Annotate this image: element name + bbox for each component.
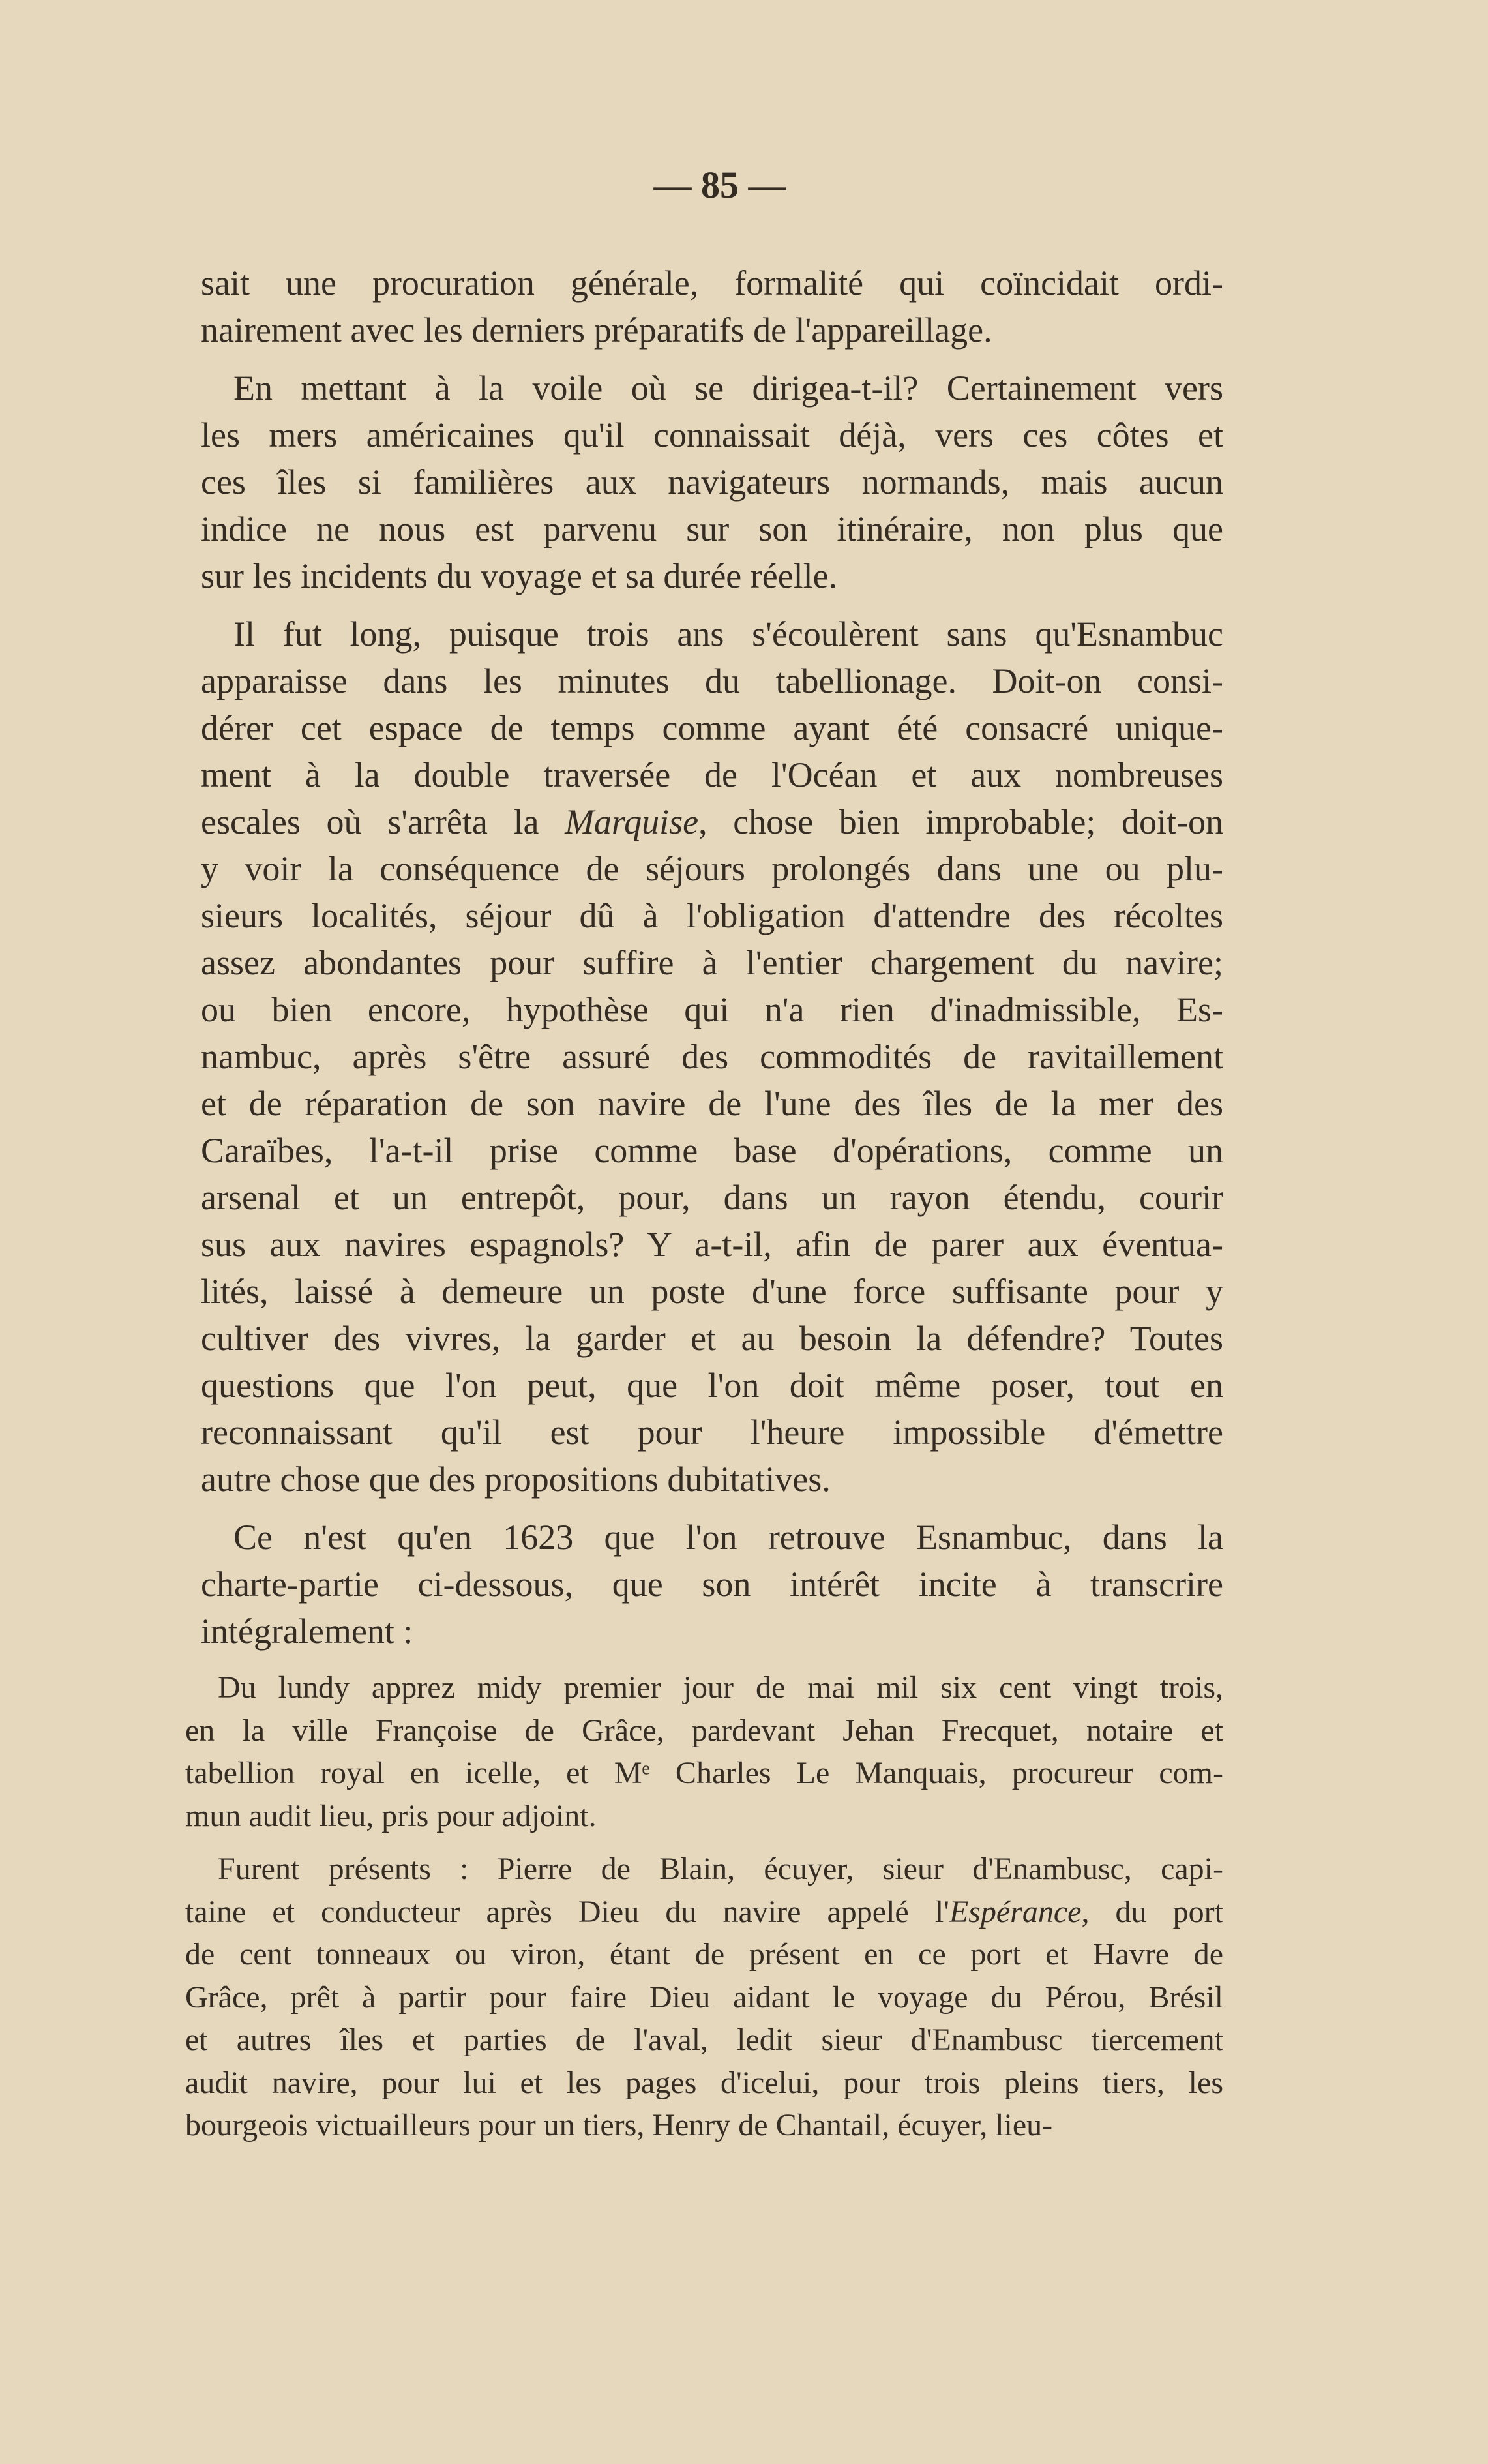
text-line: charte-partie ci-dessous, que son intérêt incite à transcrire: [201, 1565, 1223, 1604]
text-line: ment à la double traversée de l'Océan et aux nombreuses: [201, 755, 1223, 794]
text-line: de cent tonneaux ou viron, étant de présent en ce port et Havre de: [185, 1937, 1223, 1972]
text-line: ces îles si familières aux navigateurs normands, mais aucun: [201, 462, 1223, 502]
paragraph: [201, 1514, 1223, 1655]
text-line: tabellion royal en icelle, et Mᵉ Charles Le Manquais, procureur com-: [185, 1756, 1223, 1790]
text-line: et de réparation de son navire de l'une des îles de la mer des: [201, 1084, 1223, 1123]
text-line: Il fut long, puisque trois ans s'écoulèrent sans qu'Esnambuc: [233, 614, 1223, 654]
text-line: reconnaissant qu'il est pour l'heure impossible d'émettre: [201, 1413, 1223, 1452]
text-line: Ce n'est qu'en 1623 que l'on retrouve Esnambuc, dans la: [233, 1518, 1223, 1557]
text-line: taine et conducteur après Dieu du navire appelé l'Espérance, du port: [185, 1894, 1223, 1929]
text-line: escales où s'arrêta la Marquise, chose bien improbable; doit-on: [201, 802, 1223, 841]
text-line: ou bien encore, hypothèse qui n'a rien d'inadmissible, Es-: [201, 990, 1223, 1029]
text-line: sieurs localités, séjour dû à l'obligation d'attendre des récoltes: [201, 896, 1223, 935]
ship-name: Espérance: [949, 1894, 1082, 1929]
text-line: En mettant à la voile où se dirigea-t-il? Certainement vers: [233, 368, 1223, 408]
paragraph: [201, 610, 1223, 1503]
text-line: les mers américaines qu'il connaissait déjà, vers ces côtes et: [201, 415, 1223, 455]
paragraph: [185, 1848, 1223, 2147]
paragraph: [201, 260, 1223, 353]
text-line: sait une procuration générale, formalité qui coïncidait ordi-: [201, 263, 1223, 303]
text-line: Furent présents : Pierre de Blain, écuyer, sieur d'Enambusc, capi-: [218, 1852, 1223, 1886]
text-line: audit navire, pour lui et les pages d'icelui, pour trois pleins tiers, les: [185, 2065, 1223, 2100]
text-line: bourgeois victuailleurs pour un tiers, Henry de Chantail, écuyer, lieu-: [185, 2108, 1053, 2142]
text-line: Grâce, prêt à partir pour faire Dieu aidant le voyage du Pérou, Brésil: [185, 1979, 1223, 2015]
text-line: intégralement :: [201, 1612, 413, 1651]
text-line: sus aux navires espagnols? Y a-t-il, afin de parer aux éventua-: [201, 1225, 1223, 1264]
text-line: arsenal et un entrepôt, pour, dans un rayon étendu, courir: [201, 1178, 1223, 1217]
quoted-charter-text: [185, 1666, 1223, 2157]
text-line: et autres îles et parties de l'aval, ledit sieur d'Enambusc tiercement: [185, 2022, 1223, 2057]
text-line: nambuc, après s'être assuré des commodités de ravitaillement: [201, 1037, 1223, 1076]
paragraph: [185, 1666, 1223, 1837]
text-line: Caraïbes, l'a-t-il prise comme base d'opérations, comme un: [201, 1131, 1223, 1170]
main-text: [201, 260, 1223, 1666]
text-line: en la ville Françoise de Grâce, pardevant Jehan Frecquet, notaire et: [185, 1713, 1223, 1748]
text-line: nairement avec les derniers préparatifs de l'appareillage.: [201, 310, 992, 350]
text-line: assez abondantes pour suffire à l'entier chargement du navire;: [201, 943, 1223, 982]
text-line: apparaisse dans les minutes du tabellionage. Doit-on consi-: [201, 661, 1223, 700]
text-line: dérer cet espace de temps comme ayant été consacré unique-: [201, 708, 1223, 747]
text-line: autre chose que des propositions dubitatives.: [201, 1460, 831, 1499]
text-line: lités, laissé à demeure un poste d'une force suffisante pour y: [201, 1272, 1223, 1311]
text-line: Du lundy apprez midy premier jour de mai mil six cent vingt trois,: [218, 1670, 1223, 1705]
ship-name: Marquise: [565, 802, 699, 841]
paragraph: [201, 365, 1223, 599]
text-line: mun audit lieu, pris pour adjoint.: [185, 1798, 597, 1833]
text-line: cultiver des vivres, la garder et au besoin la défendre? Toutes: [201, 1319, 1223, 1358]
text-line: indice ne nous est parvenu sur son itinéraire, non plus que: [201, 509, 1223, 548]
text-line: y voir la conséquence de séjours prolongés dans une ou plu-: [201, 849, 1223, 888]
text-line: sur les incidents du voyage et sa durée réelle.: [201, 556, 838, 595]
page-number: — 85 —: [653, 164, 786, 206]
text-line: questions que l'on peut, que l'on doit même poser, tout en: [201, 1366, 1223, 1405]
